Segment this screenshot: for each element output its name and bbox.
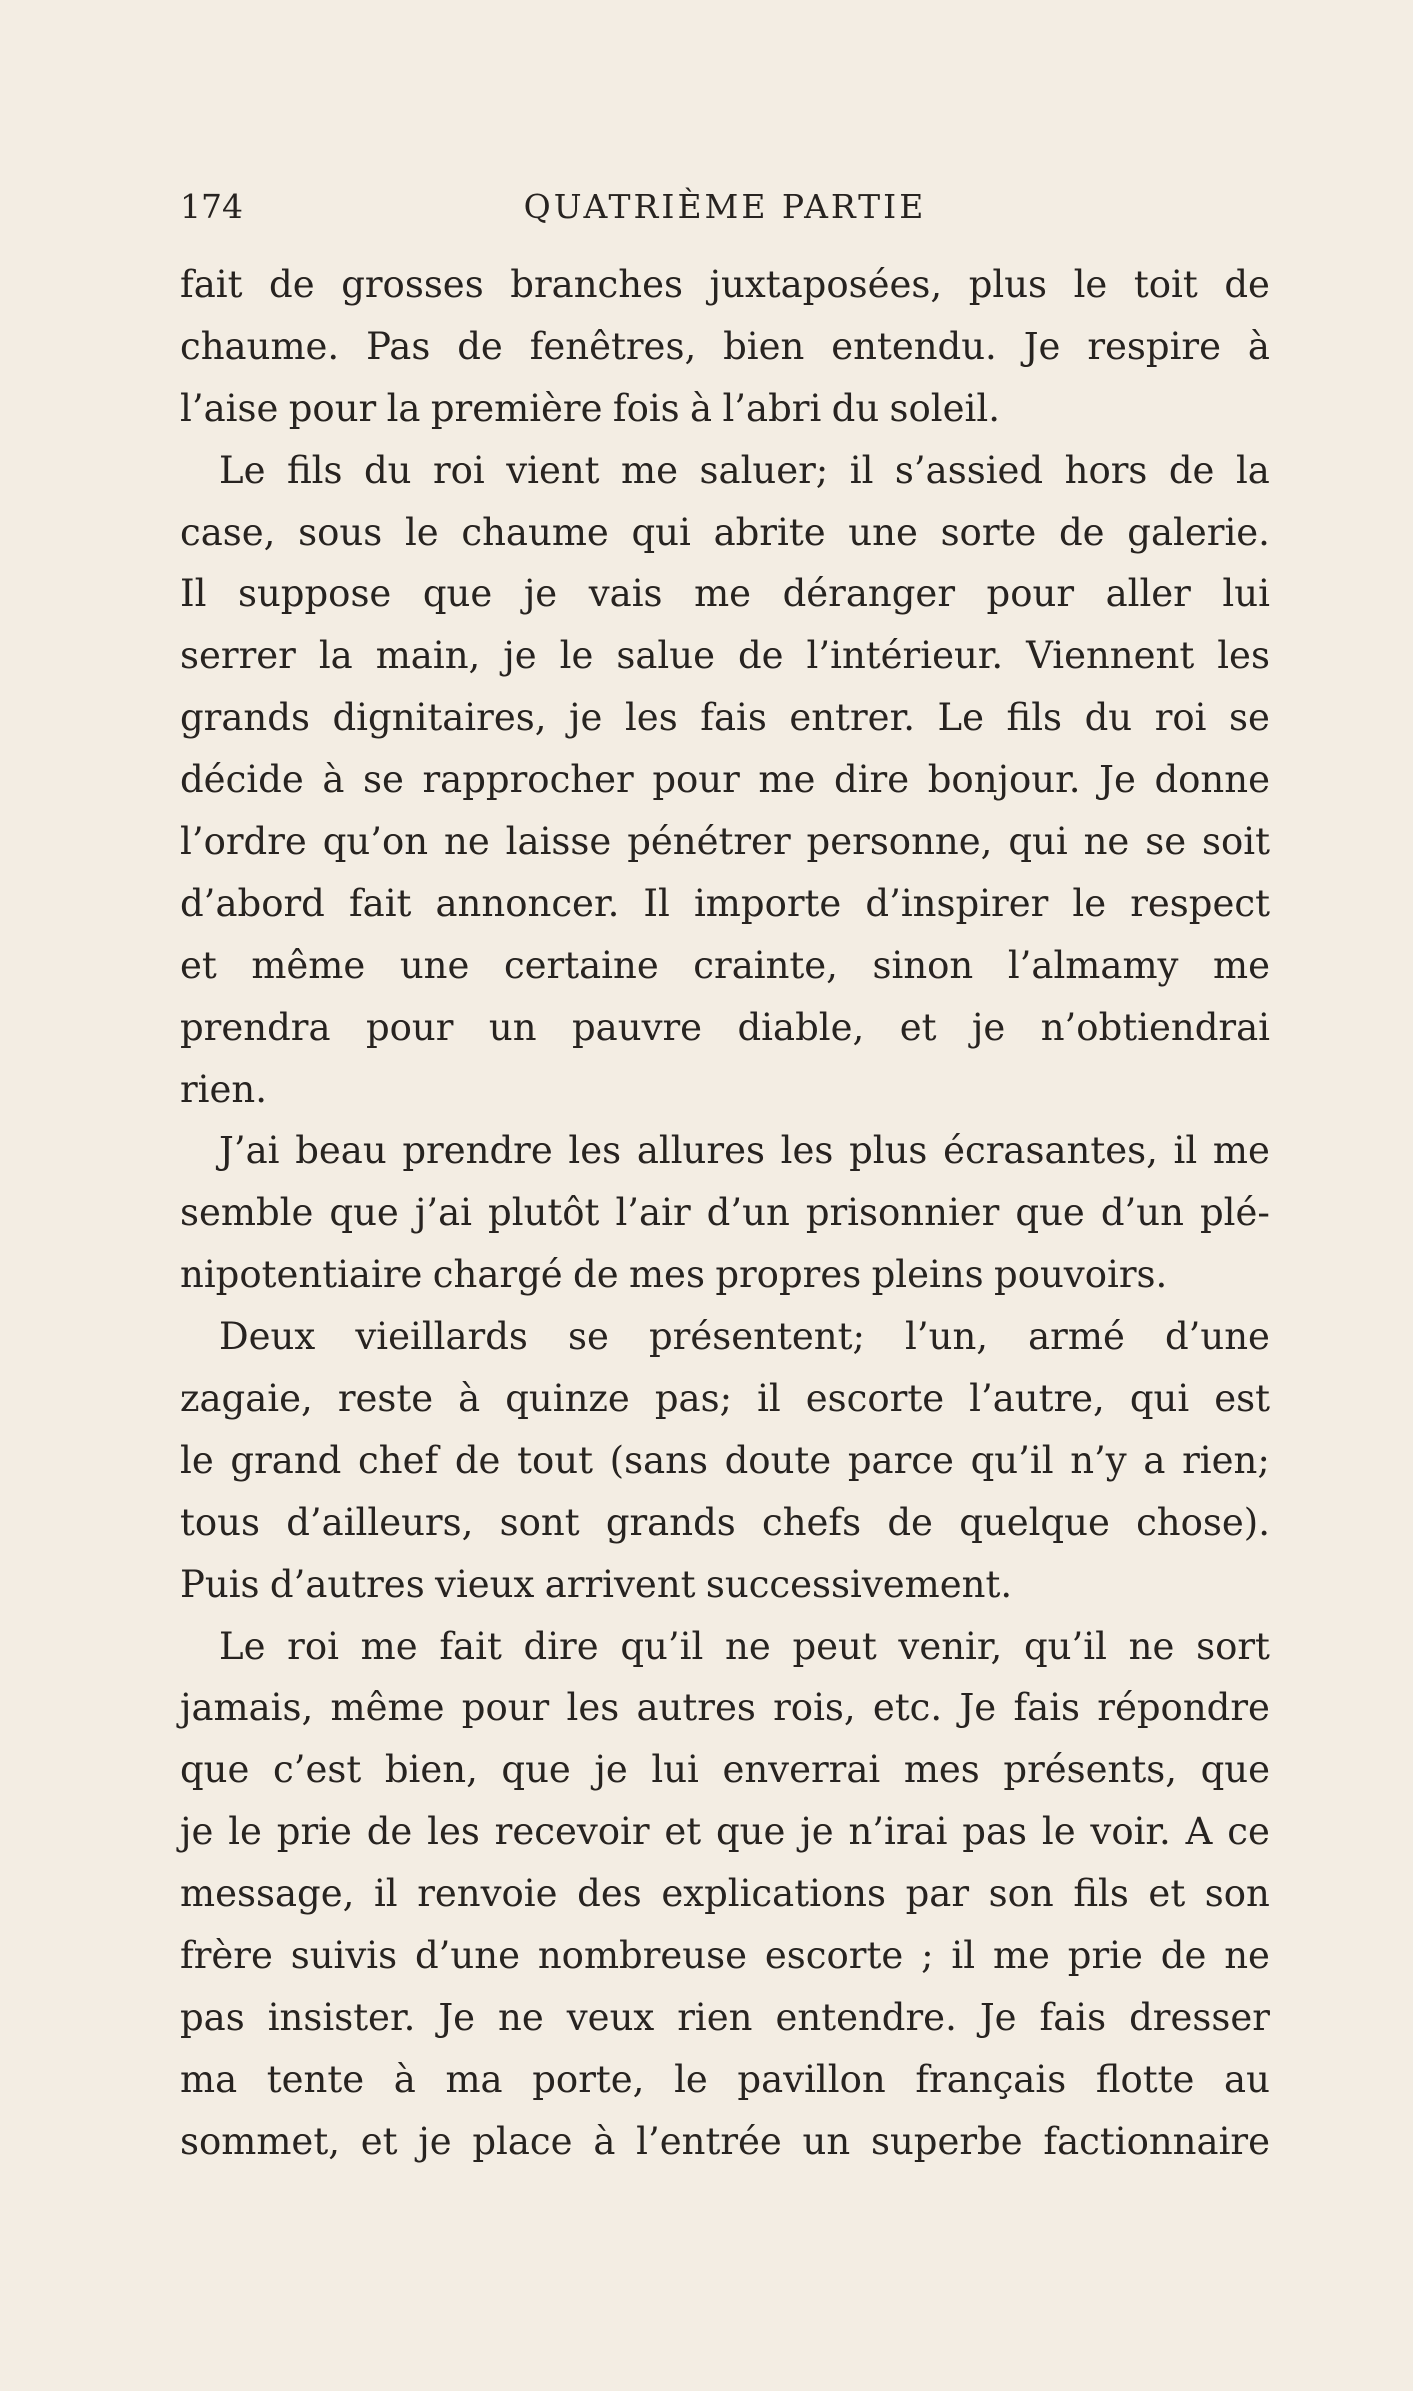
text-line: message, il renvoie des explications par son fils et son (180, 1872, 1270, 1916)
text-line: pas insister. Je ne veux rien entendre. Je fais dresser (180, 1995, 1270, 2039)
text-line: semble que j’ai plutôt l’air d’un prisonnier que d’un plé- (180, 1191, 1270, 1235)
text-line: le grand chef de tout (sans doute parce qu’il n’y a rien; (180, 1438, 1270, 1482)
text-line: jamais, même pour les autres rois, etc. Je fais répondre (180, 1686, 1270, 1730)
text-line: ma tente à ma porte, le pavillon français flotte au (180, 2057, 1270, 2101)
text-line: et même une certaine crainte, sinon l’almamy me (180, 943, 1270, 987)
text-line: case, sous le chaume qui abrite une sorte de galerie. (180, 510, 1270, 554)
text-line: l’ordre qu’on ne laisse pénétrer personne, qui ne se soit (180, 820, 1270, 864)
text-line: je le prie de les recevoir et que je n’irai pas le voir. A ce (180, 1810, 1270, 1854)
text-line: Deux vieillards se présentent; l’un, armé d’une (219, 1315, 1270, 1359)
text-line: Il suppose que je vais me déranger pour aller lui (180, 572, 1270, 616)
text-line: d’abord fait annoncer. Il importe d’inspirer le respect (180, 881, 1270, 925)
text-line: l’aise pour la première fois à l’abri du soleil. (180, 386, 1000, 430)
text-line: Le roi me fait dire qu’il ne peut venir, qu’il ne sort (219, 1624, 1270, 1668)
text-line: chaume. Pas de fenêtres, bien entendu. Je respire à (180, 324, 1270, 368)
page-header (180, 185, 1270, 229)
text-line: décide à se rapprocher pour me dire bonjour. Je donne (180, 758, 1270, 802)
text-line: serrer la main, je le salue de l’intérieur. Viennent les (180, 634, 1270, 678)
text-line: sommet, et je place à l’entrée un superbe factionnaire (180, 2119, 1270, 2163)
text-line: tous d’ailleurs, sont grands chefs de quelque chose). (180, 1500, 1270, 1544)
text-line: grands dignitaires, je les fais entrer. Le fils du roi se (180, 696, 1270, 740)
text-line: frère suivis d’une nombreuse escorte ; il me prie de ne (180, 1934, 1270, 1978)
text-line: Le fils du roi vient me saluer; il s’assied hors de la (219, 448, 1270, 492)
body-text (180, 254, 1270, 2173)
page-number: 174 (180, 187, 243, 226)
text-line: que c’est bien, que je lui enverrai mes présents, que (180, 1748, 1270, 1792)
running-title: QUATRIÈME PARTIE (523, 187, 927, 226)
text-line: fait de grosses branches juxtaposées, plus le toit de (180, 263, 1270, 306)
text-line: J’ai beau prendre les allures les plus écrasantes, il me (219, 1129, 1270, 1173)
text-line: nipotentiaire chargé de mes propres pleins pouvoirs. (180, 1253, 1168, 1297)
text-line: zagaie, reste à quinze pas; il escorte l’autre, qui est (180, 1377, 1270, 1421)
text-line: Puis d’autres vieux arrivent successivement. (180, 1562, 1013, 1606)
text-line: rien. (180, 1067, 268, 1111)
text-line: prendra pour un pauvre diable, et je n’obtiendrai (180, 1005, 1270, 1049)
